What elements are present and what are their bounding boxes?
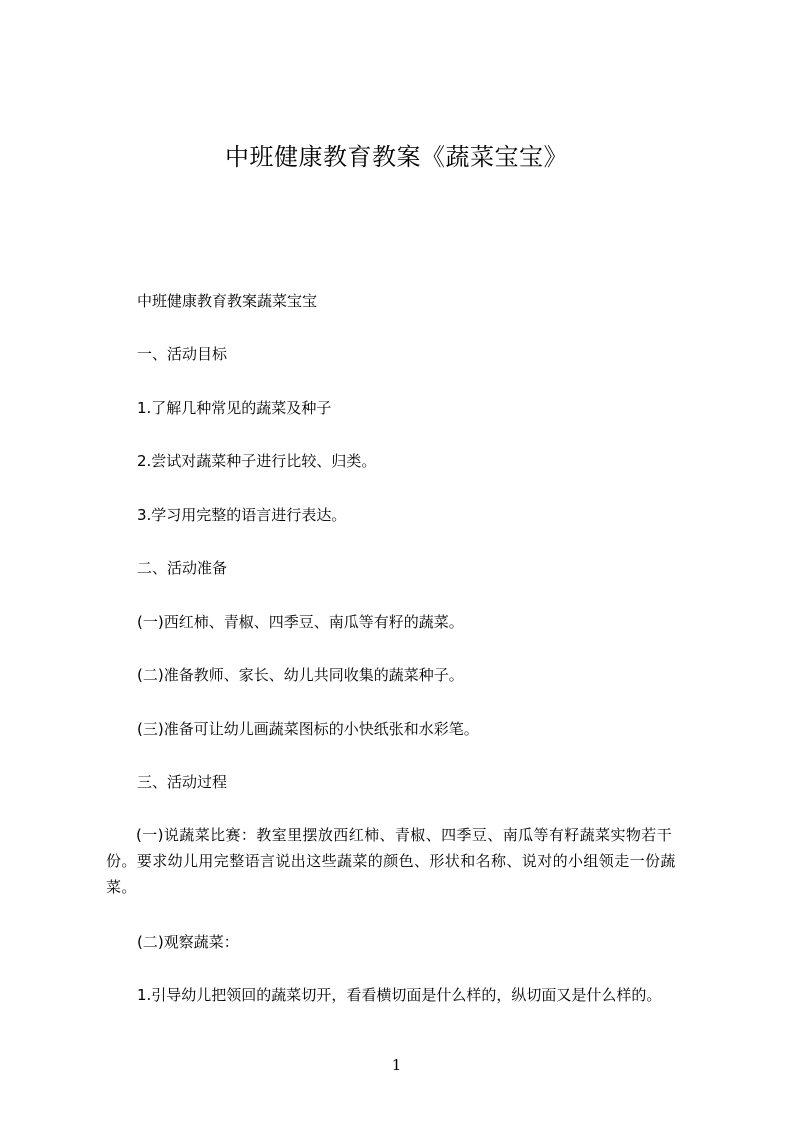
process-item-1: (一)说蔬菜比赛：教室里摆放西红柿、青椒、四季豆、南瓜等有籽蔬菜实物若干份。要求幼儿用完整语言说出这些蔬菜的颜色、形状和名称、说对的小组领走一份蔬菜。 <box>106 826 676 896</box>
heading-activity-process: 三、活动过程 <box>137 773 228 791</box>
goal-item-2: 2.尝试对蔬菜种子进行比较、归类。 <box>137 452 377 470</box>
goal-item-1: 1.了解几种常见的蔬菜及种子 <box>137 399 332 417</box>
heading-activity-goals: 一、活动目标 <box>137 345 228 363</box>
observation-step-1: 1.引导幼儿把领回的蔬菜切开，看看横切面是什么样的，纵切面又是什么样的。 <box>137 986 662 1004</box>
preparation-item-2: (二)准备教师、家长、幼儿共同收集的蔬菜种子。 <box>137 666 464 684</box>
preparation-item-3: (三)准备可让幼儿画蔬菜图标的小快纸张和水彩笔。 <box>137 720 479 738</box>
process-item-2: (二)观察蔬菜： <box>137 933 239 951</box>
paragraph-subtitle: 中班健康教育教案蔬菜宝宝 <box>137 292 318 310</box>
preparation-item-1: (一)西红柿、青椒、四季豆、南瓜等有籽的蔬菜。 <box>137 613 464 631</box>
goal-item-3: 3.学习用完整的语言进行表达。 <box>137 506 347 524</box>
heading-activity-preparation: 二、活动准备 <box>137 559 228 577</box>
page-number: 1 <box>391 1056 402 1074</box>
document-title: 中班健康教育教案《蔬菜宝宝》 <box>225 143 568 171</box>
